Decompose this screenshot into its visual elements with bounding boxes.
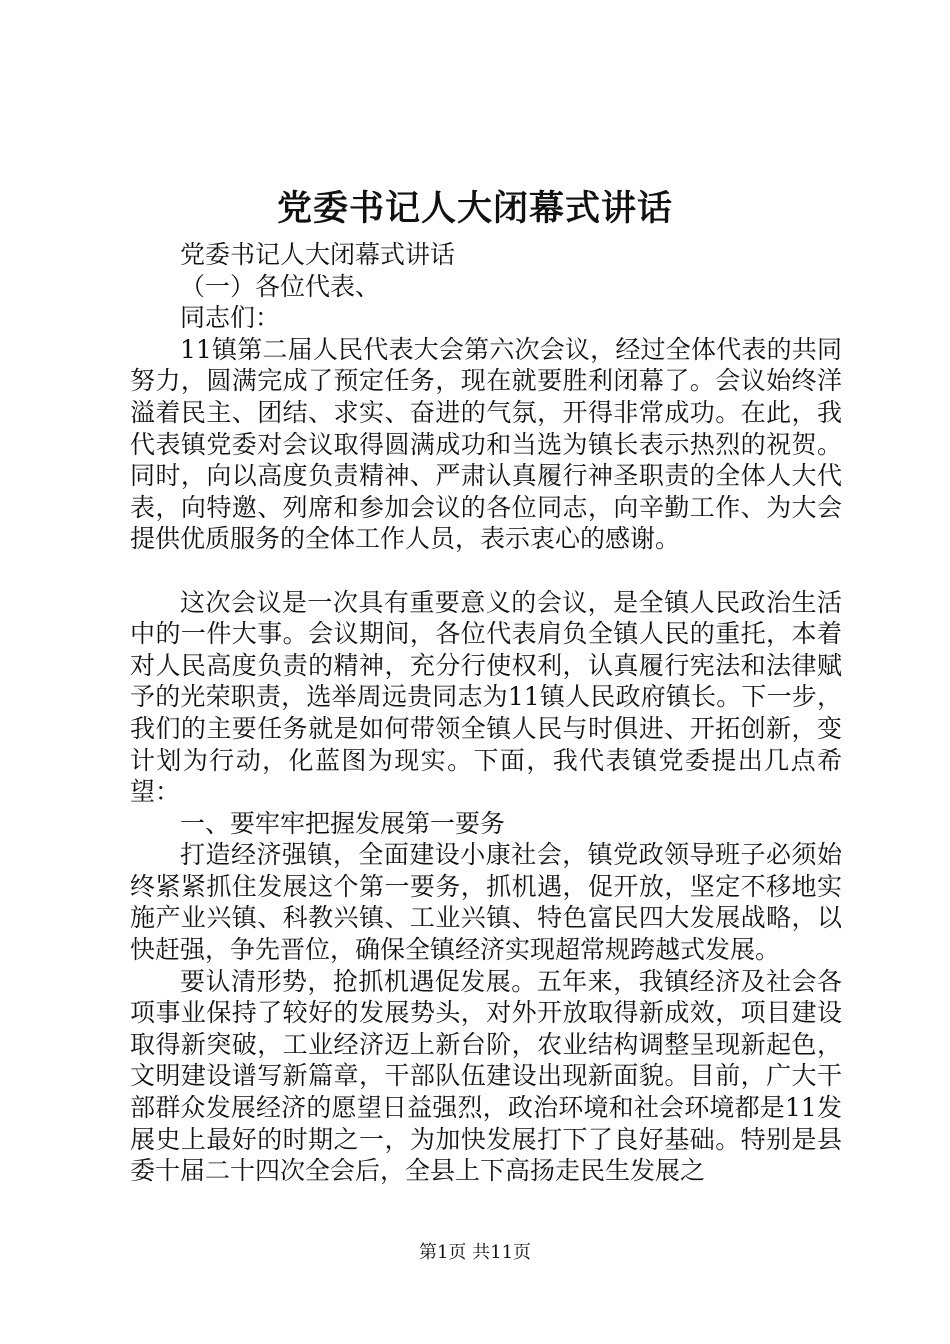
- paragraph-development-task: 打造经济强镇，全面建设小康社会，镇党政领导班子必须始终紧紧抓住发展这个第一要务，抓机遇，促开放，坚定不移地实施产业兴镇、科教兴镇、工业兴镇、特色富民四大发展战略，以快赶强，争先晋位，确保全镇经济实现超常规跨越式发展。: [130, 840, 842, 965]
- document-title: 党委书记人大闭幕式讲话: [276, 188, 673, 229]
- paragraph-situation-analysis: 要认清形势，抢抓机遇促发展。五年来，我镇经济及社会各项事业保持了较好的发展势头，对外开放取得新成效，项目建设取得新突破，工业经济迈上新台阶，农业结构调整呈现新起色，文明建设谱写新篇章，干部队伍建设出现新面貌。目前，广大干部群众发展经济的愿望日益强烈，政治环境和社会环境都是11发展史上最好的时期之一，为加快发展打下了良好基础。特别是县委十届二十四次全会后，全县上下高扬走民生发展之: [130, 966, 842, 1186]
- paragraph-heading-repeat: 党委书记人大闭幕式讲话: [180, 240, 456, 269]
- paragraph-opening: 11镇第二届人民代表大会第六次会议，经过全体代表的共同努力，圆满完成了预定任务，现在就要胜利闭幕了。会议始终洋溢着民主、团结、求实、奋进的气氛，开得非常成功。在此，我代表镇党委对会议取得圆满成功和当选为镇长表示热烈的祝贺。同时，向以高度负责精神、严肃认真履行神圣职责的全体人大代表，向特邀、列席和参加会议的各位同志，向辛勤工作、为大会提供优质服务的全体工作人员，表示衷心的感谢。: [130, 334, 842, 554]
- paragraph-section-label: （一）各位代表、: [180, 271, 381, 301]
- paragraph-salutation: 同志们：: [180, 303, 281, 333]
- page-footer: 第1页 共11页: [418, 1242, 532, 1263]
- paragraph-meeting-significance: 这次会议是一次具有重要意义的会议，是全镇人民政治生活中的一件大事。会议期间，各位代表肩负全镇人民的重托，本着对人民高度负责的精神，充分行使权利，认真履行宪法和法律赋予的光荣职责，选举周远贵同志为11镇人民政府镇长。下一步，我们的主要任务就是如何带领全镇人民与时俱进、开拓创新，变计划为行动，化蓝图为现实。下面，我代表镇党委提出几点希望：: [130, 587, 842, 807]
- document-body: [130, 239, 842, 1187]
- paragraph-section-heading-one: 一、要牢牢把握发展第一要务: [180, 808, 506, 838]
